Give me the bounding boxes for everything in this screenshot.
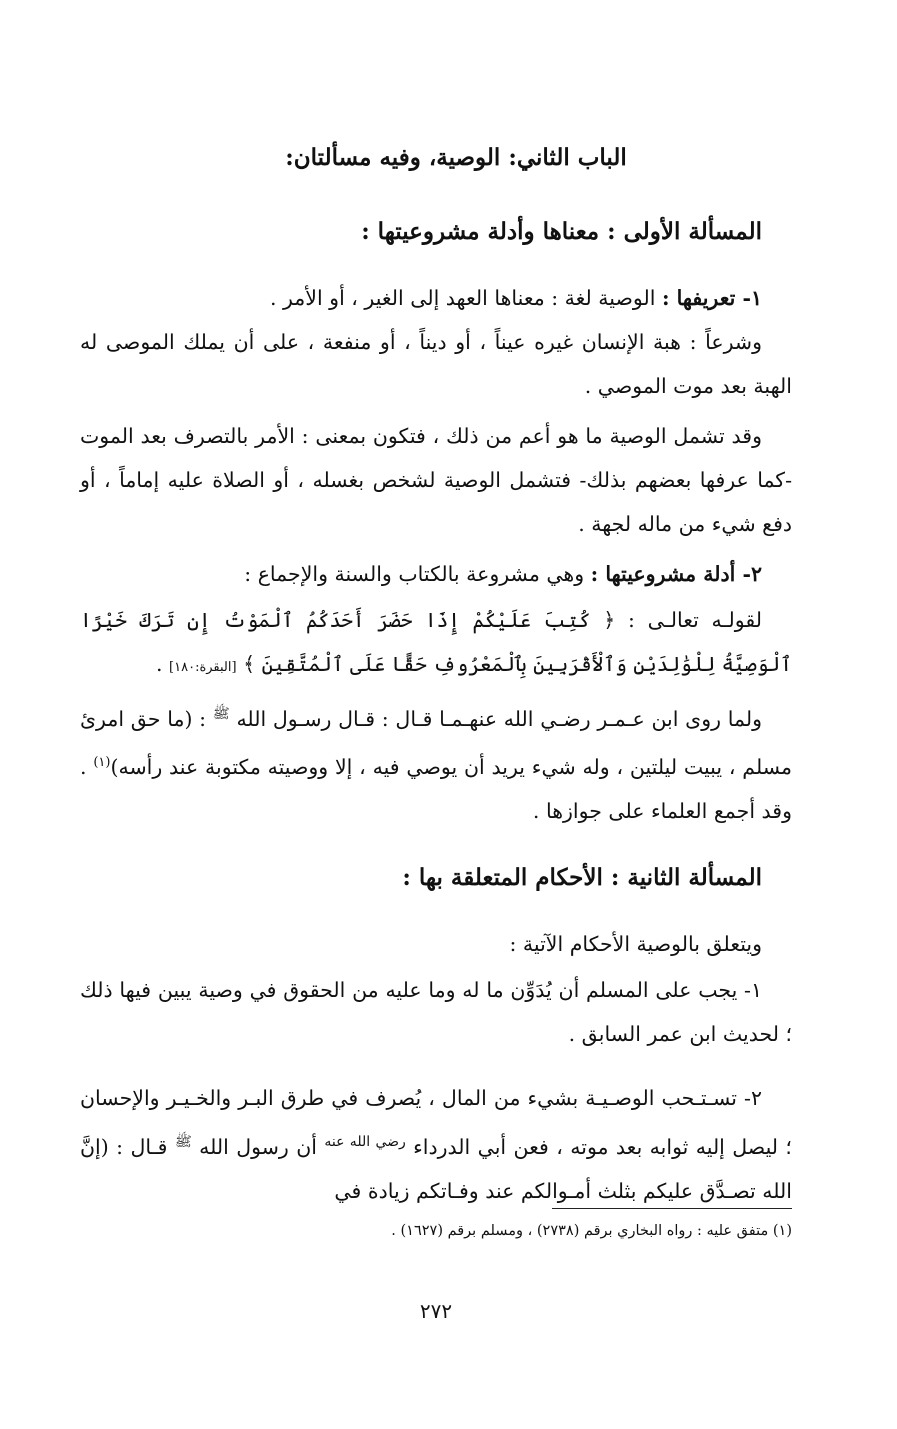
hadith-intro: ولما روى ابن عـمـر رضـي الله عنهـمـا قـال : قـال رسـول الله (236, 706, 762, 731)
footnote: (١) متفق عليه : رواه البخاري برقم (٢٧٣٨) ، ومسلم برقم (١٦٢٧) . (391, 1223, 792, 1239)
hadith-paragraph (80, 692, 792, 833)
evidence-text: وهي مشروعة بالكتاب والسنة والإجماع : (244, 562, 585, 586)
definition-label: ١- تعريفها : (661, 286, 762, 310)
salla-symbol-2: ﷺ (174, 1134, 192, 1150)
broad-meaning-paragraph: وقد تشمل الوصية ما هو أعم من ذلك ، فتكون بمعنى : الأمر بالتصرف بعد الموت -كما عرفها بعضهم بذلك- فتشمل الوصية لشخص بغسله ، أو الصلاة عليه إماماً ، أو دفع شيء من ماله لجهة . (80, 424, 792, 536)
quran-end: . (155, 652, 163, 676)
salla-symbol: ﷺ (212, 706, 230, 722)
quran-close: ﴾ (243, 652, 256, 676)
ijma-text: . وقد أجمع العلماء على جوازها . (80, 754, 792, 823)
radi-symbol: رضي الله عنه (324, 1134, 406, 1150)
rule-2-part-1: ٢- تسـتـحب الوصـيـة بشيء من المال ، يُصرف في طرق البـر والخـيـر والإحسان ؛ ليصل إليه ثوابه بعد موته ، فعن أبي الدرداء (80, 1086, 792, 1159)
definition-paragraph (80, 276, 792, 320)
sharia-definition-paragraph: وشرعاً : هبة الإنسان غيره عيناً ، أو ديناً ، أو منفعة ، على أن يملك الموصى له الهبة بعد موت الموصي . (80, 330, 792, 398)
footnote-divider (552, 1208, 792, 1209)
quran-reference: [البقرة:١٨٠] (169, 660, 237, 675)
rule-2-part-2: أن رسول الله (199, 1134, 317, 1159)
section-title-2: المسألة الثانية : الأحكام المتعلقة بها : (402, 864, 762, 891)
hadith-text: : (ما حق امرئ مسلم ، يبيت ليلتين ، وله شيء يريد أن يوصي فيه ، إلا ووصيته مكتوبة عند رأسه) (80, 706, 792, 779)
rule-2-paragraph (80, 1076, 792, 1213)
quran-intro: لقولـه تعالـى : ﴿ (603, 608, 762, 632)
footnote-marker: (١) (93, 754, 111, 770)
rule-2-part-3: قـال : (إنَّ الله تصـدَّق عليكم بثلث أمـوالكم عند وفـاتكم زيادة في (80, 1134, 792, 1203)
evidence-label: ٢- أدلة مشروعيتها : (590, 562, 762, 586)
rule-1-paragraph: ١- يجب على المسلم أن يُدَوِّن ما له وما عليه من الحقوق في وصية يبين فيها ذلك ؛ لحديث ابن عمر السابق . (80, 978, 792, 1046)
quran-verse: كُتِبَ عَلَيْكُمْ إِذَا حَضَرَ أَحَدَكُمُ ٱلْمَوْتُ إِن تَرَكَ خَيْرًا ٱلْوَصِيَّةُ لِلْوَٰلِدَيْنِ وَٱلْأَقْرَبِينَ بِٱلْمَعْرُوفِ حَقًّا عَلَى ٱلْمُتَّقِينَ (80, 608, 792, 676)
document-page (80, 0, 792, 1429)
evidence-paragraph (80, 552, 792, 596)
rulings-intro: ويتعلق بالوصية الأحكام الآتية : (509, 932, 762, 956)
definition-text: الوصية لغة : معناها العهد إلى الغير ، أو الأمر . (269, 286, 656, 310)
section-title-1: المسألة الأولى : معناها وأدلة مشروعيتها : (361, 218, 762, 245)
quran-paragraph (80, 598, 792, 690)
page-number: ٢٧٢ (419, 1299, 453, 1323)
chapter-title: الباب الثاني: الوصية، وفيه مسألتان: (285, 144, 627, 171)
